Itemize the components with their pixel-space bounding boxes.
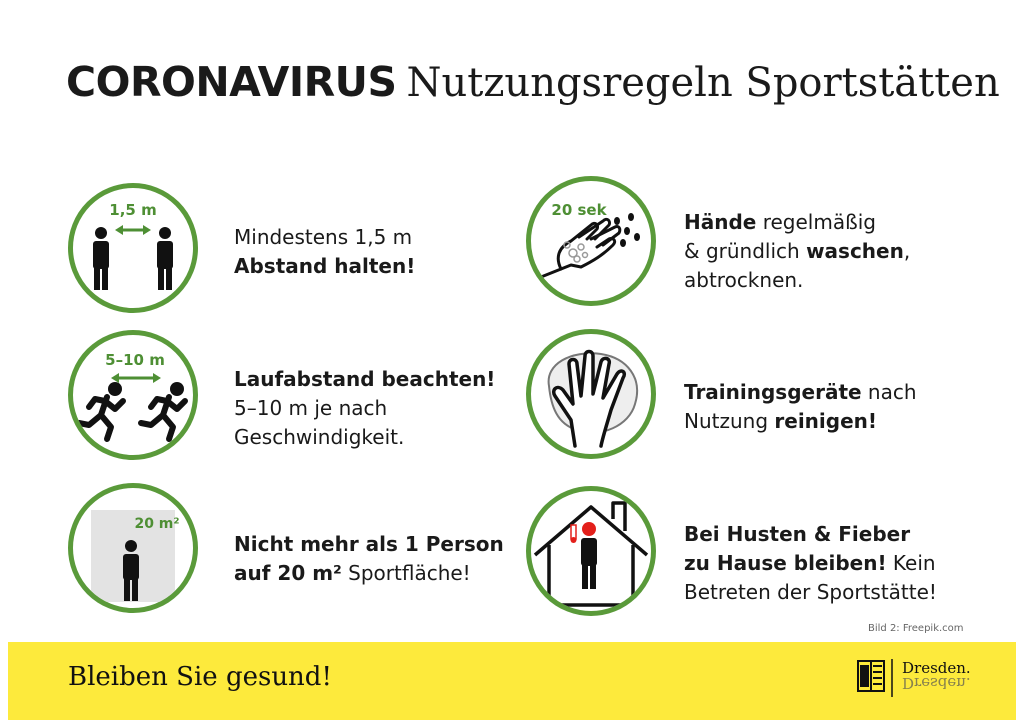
rule-text: Betreten der Sportstätte! [684,580,937,604]
rule-text: Mindestens 1,5 m [234,225,413,249]
rule-text: Laufabstand beachten! [234,367,496,391]
rule-text: Sportfläche! [341,561,471,585]
rule-cleaning [684,378,917,436]
rule-line [234,559,504,588]
rule-handwash [684,208,910,295]
city-crest-icon [856,657,896,697]
rule-line [684,266,910,295]
rule-area [234,530,504,588]
handwash-icon [526,176,656,306]
rule-line [684,578,937,607]
rule-text: nach [861,380,917,404]
rule-line [684,378,917,407]
distance-icon [68,183,198,313]
rule-line [234,394,495,423]
footer-slogan: Bleiben Sie gesund! [68,662,332,692]
rule-text: 5–10 m je nach [234,396,388,420]
rule-text: Trainingsgeräte [684,380,862,404]
image-credit: Bild 2: Freepik.com [868,623,964,634]
rule-line [684,208,910,237]
area-label: 20 m² [134,516,180,532]
logo-reflection: Dresden. [902,674,971,692]
rule-text: reinigen! [774,409,878,433]
rule-line [684,549,937,578]
rule-line [234,223,415,252]
rule-text: zu Hause bleiben! [684,551,887,575]
title-bold: CORONAVIRUS [66,58,397,106]
rule-text: & gründlich [684,239,807,263]
handwash-label: 20 sek [551,201,607,219]
dresden-logo [856,655,1006,707]
rule-text: Kein [886,551,936,575]
rule-text: Bei Husten & Fieber [684,522,911,546]
stay-home-icon [526,486,656,616]
running-icon [68,330,198,460]
title-rest: Nutzungsregeln Sportstätten [406,60,1000,106]
logo-text: Dresden. [902,659,971,677]
rule-line [684,407,917,436]
rule-text: auf 20 m² [234,561,342,585]
distance-label: 1,5 m [109,201,157,219]
running-label: 5–10 m [105,351,165,369]
rule-line [684,237,910,266]
rule-text: Hände [684,210,757,234]
rule-line [234,530,504,559]
rule-distance [234,223,415,281]
rule-text: Abstand halten! [234,254,416,278]
rule-text: Nicht mehr als 1 Person [234,532,504,556]
rule-text: Nutzung [684,409,775,433]
rule-text: Geschwindigkeit. [234,425,405,449]
cleaning-icon [526,329,656,459]
rule-line [234,365,495,394]
rule-text: , [903,239,911,263]
page-title [66,52,1000,111]
rule-text: abtrocknen. [684,268,804,292]
rule-line [684,520,937,549]
rule-text: waschen [806,239,904,263]
rule-text: regelmäßig [756,210,876,234]
footer-banner [8,642,1016,720]
rule-line [234,252,415,281]
rule-stay-home [684,520,937,607]
rule-line [234,423,495,452]
rule-running [234,365,495,452]
area-icon [68,483,198,613]
